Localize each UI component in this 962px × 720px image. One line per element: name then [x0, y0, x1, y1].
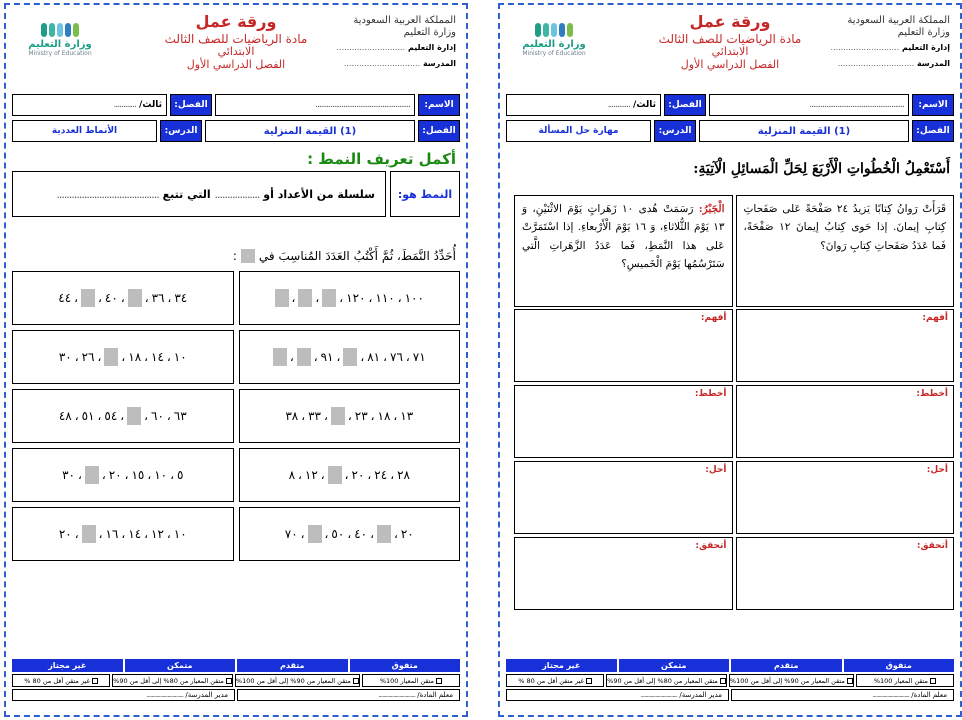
chapter-name: (1) القيمة المنزلية: [205, 120, 415, 142]
moe-name-en: Ministry of Education: [28, 50, 92, 57]
principal-signature[interactable]: مدير المدرسة/ ..............................: [12, 689, 235, 701]
blank-answer[interactable]: [275, 289, 289, 307]
sequence-number: ٤٨: [58, 409, 72, 423]
blank-answer[interactable]: [82, 525, 96, 543]
sequence-number: ١٥: [131, 468, 145, 482]
sequence-number: ٣٤: [174, 291, 188, 305]
criteria-2[interactable]: متقن المعيار من 90% إلى أقل من 100%: [729, 674, 854, 687]
name-field[interactable]: ...................................................: [215, 94, 415, 116]
blank-answer[interactable]: [128, 289, 142, 307]
subject-line: مادة الرياضيات للصف الثالث: [164, 31, 308, 46]
sequence-number: ٥٤: [104, 409, 118, 423]
lesson-name: مهارة حل المسألة: [506, 120, 651, 142]
stage-line: الابتدائي: [217, 45, 255, 59]
worksheet-title: ورقة عمل: [689, 12, 771, 31]
sequence-item[interactable]: ٦٣ ، ٦٠ ، ، ٥٤ ، ٥١ ، ٤٨: [12, 389, 234, 443]
moe-logo: [514, 23, 594, 57]
sequence-number: ٢٠: [351, 468, 365, 482]
class-label: الفصل:: [664, 94, 706, 116]
sequence-item[interactable]: ٣٤ ، ٣٦ ، ، ٤٠ ، ، ٤٤: [12, 271, 234, 325]
sequence-item[interactable]: ٥ ، ١٠ ، ١٥ ، ٢٠ ، ، ٣٠: [12, 448, 234, 502]
sequence-number: ٥: [177, 468, 184, 482]
blank-answer[interactable]: [85, 466, 99, 484]
blank-answer[interactable]: [377, 525, 391, 543]
criteria-2[interactable]: متقن المعيار من 90% إلى أقل من 100%: [235, 674, 360, 687]
school-label: المدرسة: [422, 58, 456, 68]
problem-2: الْجَبْرُ: رَسَمَتْ هُدى ١٠ زَهَراتٍ يَوْمَ الاثْنَيْنِ، وَ ١٣ يَوْمَ الثُّلاثاءِ، وَ ١٦ يَوْمَ الْأَرْبعاءِ. إذا اسْتَمَرَّتْ عَلى هذا النَّمَطِ، فَما عَدَدُ الزَّهَراتِ الَّتي سَتَرْسُمُها يَوْمَ الْخَميسِ؟: [514, 195, 733, 307]
assessment-footer: [506, 659, 954, 701]
assessment-footer: [12, 659, 460, 701]
sequence-number: ١٢: [151, 527, 164, 541]
sequence-number: ١٤: [151, 350, 164, 364]
sequence-number: ١٠: [154, 468, 168, 482]
moe-logo: [20, 23, 100, 57]
grade-field[interactable]: ثالث/ ............: [506, 94, 661, 116]
sequence-number: ٤٠: [354, 527, 368, 541]
title-block: [616, 13, 844, 72]
step-plan-1[interactable]: أخطط:: [736, 385, 955, 458]
blank-answer[interactable]: [308, 525, 322, 543]
sequence-number: ٨: [288, 468, 296, 482]
teacher-signature[interactable]: معلم المادة/ ..............................: [237, 689, 460, 701]
moe-mark-icon: [514, 23, 594, 37]
sequence-number: ٥٠: [331, 527, 345, 541]
sequence-item[interactable]: ٢٨ ، ٢٤ ، ٢٠ ، ، ١٢ ، ٨: [239, 448, 461, 502]
steps-grid: [514, 309, 954, 610]
level-2: متقدم: [731, 659, 842, 672]
lesson-info-row: [506, 120, 954, 142]
lesson-label: الدرس:: [654, 120, 696, 142]
level-4: غير مجتاز: [12, 659, 123, 672]
admin-label: إدارة التعليم: [407, 43, 456, 52]
sequence-number: ١٠: [173, 350, 187, 364]
pattern-definition: [12, 171, 460, 217]
pattern-text[interactable]: سلسلة من الأعداد أو .................. التي تتبع .........................................: [12, 171, 386, 217]
sequence-number: ١٣: [400, 409, 414, 423]
sequence-number: ٢٠: [108, 468, 122, 482]
blank-answer[interactable]: [127, 407, 141, 425]
criteria-4[interactable]: غير متقن أقل من 80 %: [12, 674, 110, 687]
principal-signature[interactable]: مدير المدرسة/ ..............................: [506, 689, 729, 701]
level-3: متمكن: [125, 659, 236, 672]
sequence-number: ٦٣: [173, 409, 187, 423]
step-understand-1[interactable]: أفهم:: [736, 309, 955, 382]
moe-mark-icon: [20, 23, 100, 37]
blank-answer[interactable]: [273, 348, 287, 366]
student-info-row: [506, 94, 954, 116]
ksa-logo: المملكة العربية السعودية وزارة التعليم: [353, 15, 456, 38]
stage-line: الابتدائي: [711, 45, 749, 59]
instruction: أُحَدِّدُ النَّمَطَ، ثُمَّ أَكْتُبُ العَدَدَ المُناسِبَ في :: [232, 249, 456, 263]
blank-answer[interactable]: [104, 348, 118, 366]
chapter-label: الفصل:: [912, 120, 954, 142]
sequence-number: ٤٠: [104, 291, 118, 305]
sequence-number: ٣٨: [285, 409, 299, 423]
sequence-number: ٣٣: [308, 409, 321, 423]
sequence-number: ١١٠: [375, 291, 395, 305]
sequence-item[interactable]: ١٠ ، ١٢ ، ١٤ ، ١٦ ، ، ٢٠: [12, 507, 234, 561]
criteria-3[interactable]: متقن المعيار من 80% إلى أقل من 90%: [112, 674, 233, 687]
sequence-number: ١٤: [128, 527, 142, 541]
question-title: أَسْتَعْمِلُ الْخُطُواتِ الْأَرْبَعَ لِحَلِّ الْمَسائِلِ الْآتِيَةِ:: [693, 161, 950, 177]
title-block: [122, 13, 350, 72]
sequence-grid: [12, 271, 460, 561]
problem-1: قَرَأَتْ رَوانُ كِتابًا يَزيدُ ٢٤ صَفْحَةً عَلى صَفَحاتِ كِتابِ إيمانَ. إذا حَوى كِتابُ إيمانَ ١٢ صَفْحَةً، فَما عَدَدُ صَفَحاتِ كِتابِ رَوانَ؟: [736, 195, 955, 307]
worksheet-header: [12, 9, 460, 93]
level-1: متفوق: [350, 659, 461, 672]
checkbox-icon[interactable]: [720, 678, 726, 684]
sequence-item[interactable]: ١٣ ، ١٨ ، ٢٣ ، ، ٣٣ ، ٣٨: [239, 389, 461, 443]
step-plan-2[interactable]: أخطط:: [514, 385, 733, 458]
sequence-number: ٢٨: [397, 468, 410, 482]
chapter-label: الفصل:: [418, 120, 460, 142]
moe-name-ar: وزارة التعليم: [522, 39, 586, 50]
sequence-number: ١٠٠: [404, 291, 424, 305]
level-1: متفوق: [844, 659, 955, 672]
moe-name-ar: وزارة التعليم: [28, 39, 92, 50]
worksheet-title: ورقة عمل: [195, 12, 277, 31]
checkbox-icon[interactable]: [930, 678, 936, 684]
step-solve-2[interactable]: أحل:: [514, 461, 733, 534]
ksa-block: المملكة العربية السعودية وزارة التعليم إدارة التعليم ........................... المدرسة ..............................: [830, 15, 950, 68]
sequence-number: ٢٠: [58, 527, 72, 541]
blank-answer[interactable]: [343, 348, 357, 366]
teacher-signature[interactable]: معلم المادة/ ..............................: [731, 689, 954, 701]
sequence-number: ٨١: [367, 350, 381, 364]
sequence-number: ١٠: [173, 527, 187, 541]
lesson-info-row: [12, 120, 460, 142]
sequence-number: ١٨: [128, 350, 142, 364]
student-info-row: [12, 94, 460, 116]
name-label: الاسم:: [418, 94, 460, 116]
admin-label: إدارة التعليم: [901, 43, 950, 52]
problems: [514, 195, 954, 307]
sequence-number: ١٢: [304, 468, 318, 482]
worksheet-problem-solving: [498, 3, 962, 717]
blank-answer[interactable]: [297, 348, 311, 366]
level-4: غير مجتاز: [506, 659, 617, 672]
sequence-number: ٢٠: [400, 527, 414, 541]
sequence-number: ٢٤: [374, 468, 388, 482]
sequence-number: ٤٤: [58, 291, 72, 305]
class-label: الفصل:: [170, 94, 212, 116]
blank-answer[interactable]: [331, 407, 345, 425]
sequence-number: ١٦: [105, 527, 119, 541]
checkbox-icon[interactable]: [353, 678, 359, 684]
criteria-1[interactable]: متقن المعيار 100%: [362, 674, 460, 687]
sequence-number: ٧٠: [284, 527, 298, 541]
sequence-number: ٢٦: [81, 350, 95, 364]
blank-answer[interactable]: [322, 289, 336, 307]
moe-name-en: Ministry of Education: [522, 50, 586, 57]
sequence-number: ٣٦: [151, 291, 165, 305]
worksheet-header: [506, 9, 954, 93]
blank-answer[interactable]: [298, 289, 312, 307]
step-check-2[interactable]: أتحقق:: [514, 537, 733, 610]
level-2: متقدم: [237, 659, 348, 672]
name-label: الاسم:: [912, 94, 954, 116]
checkbox-icon[interactable]: [226, 678, 232, 684]
lesson-name: الأنماط العددية: [12, 120, 157, 142]
sequence-item[interactable]: ١٠ ، ١٤ ، ١٨ ، ، ٢٦ ، ٣٠: [12, 330, 234, 384]
sequence-number: ١٨: [377, 409, 391, 423]
blank-square-icon: [241, 249, 255, 263]
term-line: الفصل الدراسي الأول: [680, 58, 780, 71]
checkbox-icon[interactable]: [586, 678, 592, 684]
problem-2-label: الْجَبْرُ:: [698, 203, 725, 215]
sequence-number: ٥١: [81, 409, 95, 423]
sequence-item[interactable]: ٧١ ، ٧٦ ، ٨١ ، ، ٩١ ، ،: [239, 330, 461, 384]
sequence-item[interactable]: ١٠٠ ، ١١٠ ، ١٢٠ ، ، ،: [239, 271, 461, 325]
criteria-3[interactable]: متقن المعيار من 80% إلى أقل من 90%: [606, 674, 727, 687]
lesson-label: الدرس:: [160, 120, 202, 142]
section-title: أكمل تعريف النمط :: [307, 150, 456, 168]
term-line: الفصل الدراسي الأول: [186, 58, 286, 71]
blank-answer[interactable]: [328, 466, 342, 484]
pattern-label: النمط هو:: [390, 171, 460, 217]
checkbox-icon[interactable]: [847, 678, 853, 684]
school-label: المدرسة: [916, 58, 950, 68]
worksheet-patterns: [4, 3, 468, 717]
sequence-number: ١٢٠: [346, 291, 366, 305]
ksa-block: المملكة العربية السعودية وزارة التعليم إدارة التعليم ........................... المدرسة ..............................: [336, 15, 456, 68]
level-3: متمكن: [619, 659, 730, 672]
sequence-item[interactable]: ٢٠ ، ، ٤٠ ، ٥٠ ، ، ٧٠: [239, 507, 461, 561]
criteria-1[interactable]: متقن المعيار 100%: [856, 674, 954, 687]
criteria-4[interactable]: غير متقن أقل من 80 %: [506, 674, 604, 687]
sequence-number: ٧٦: [390, 350, 403, 364]
chapter-name: (1) القيمة المنزلية: [699, 120, 909, 142]
checkbox-icon[interactable]: [92, 678, 98, 684]
name-field[interactable]: ...................................................: [709, 94, 909, 116]
sequence-number: ٣٠: [62, 468, 75, 482]
blank-answer[interactable]: [81, 289, 95, 307]
sequence-number: ٩١: [320, 350, 334, 364]
checkbox-icon[interactable]: [436, 678, 442, 684]
step-check-1[interactable]: أتحقق:: [736, 537, 955, 610]
sequence-number: ٣٠: [58, 350, 72, 364]
step-solve-1[interactable]: أحل:: [736, 461, 955, 534]
grade-field[interactable]: ثالث/ ............: [12, 94, 167, 116]
subject-line: مادة الرياضيات للصف الثالث: [658, 31, 802, 46]
ksa-logo: المملكة العربية السعودية وزارة التعليم: [847, 15, 950, 38]
sequence-number: ٦٠: [151, 409, 164, 423]
sequence-number: ٢٣: [354, 409, 368, 423]
sequence-number: ٧١: [412, 350, 426, 364]
step-understand-2[interactable]: أفهم:: [514, 309, 733, 382]
